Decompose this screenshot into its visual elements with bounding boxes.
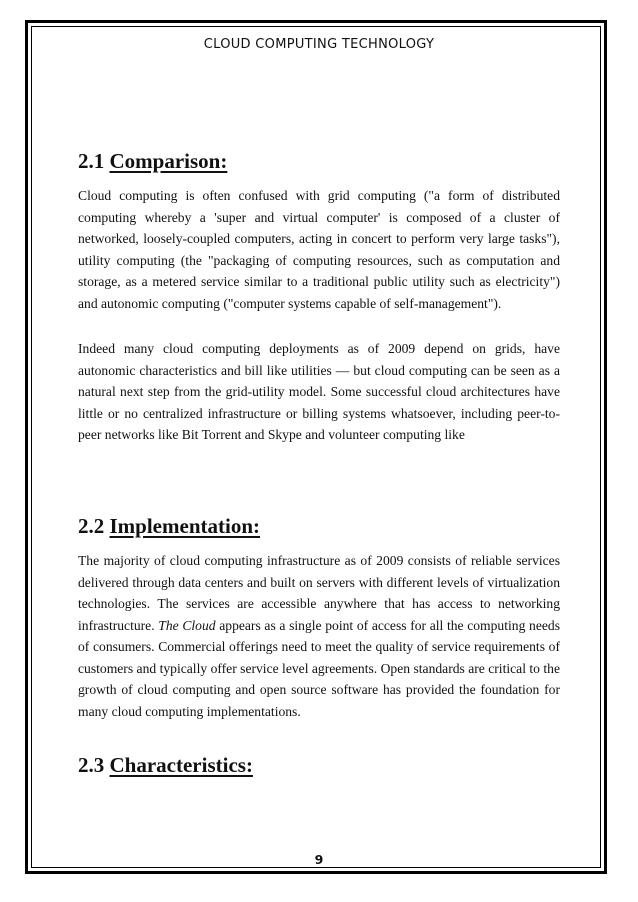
section-number: 2.3 bbox=[78, 753, 105, 777]
section-title: Comparison: bbox=[109, 149, 228, 173]
section-implementation bbox=[78, 513, 560, 539]
italic-term: The Cloud bbox=[158, 617, 216, 633]
section-heading bbox=[78, 752, 560, 778]
section-title: Characteristics: bbox=[109, 753, 253, 777]
comparison-paragraph-2-block bbox=[78, 338, 560, 446]
comparison-paragraph-2: Indeed many cloud computing deployments as of 2009 depend on grids, have autonomic characteristics and bill like utilities — but cloud computing can be seen as a natural next step from the grid-utility model. Some successful cloud architectures have little or no centralized infrastructure or billing systems whatsoever, including peer-to-peer networks like Bit Torrent and Skype and volunteer computing like bbox=[78, 341, 560, 442]
section-title: Implementation: bbox=[109, 514, 260, 538]
implementation-paragraph bbox=[78, 550, 560, 722]
implementation-text-end: appears as a single point of access for all the computing needs of consumers. Commercial offerings need to meet the quality of service requirements of customers and typically offer service level agreements. Open standards are critical to the growth of cloud computing and open source software has provided the foundation for many cloud computing implementations. bbox=[78, 617, 560, 719]
comparison-paragraph-1: Cloud computing is often confused with grid computing ("a form of distributed computing whereby a 'super and virtual computer' is composed of a cluster of networked, loosely-coupled computers, acting in concert to perform very large tasks"), utility computing (the "packaging of computing resources, such as computation and storage, as a metered service similar to a traditional public utility such as electricity") and autonomic computing ("computer systems capable of self-management"). bbox=[78, 188, 560, 311]
implementation-paragraph-block bbox=[78, 550, 560, 722]
section-number: 2.2 bbox=[78, 514, 105, 538]
page-number: 9 bbox=[314, 852, 324, 867]
section-number: 2.1 bbox=[78, 149, 105, 173]
running-header: CLOUD COMPUTING TECHNOLOGY bbox=[203, 37, 435, 52]
section-comparison bbox=[78, 148, 560, 174]
section-characteristics bbox=[78, 752, 560, 778]
comparison-paragraph-1-block bbox=[78, 185, 560, 314]
section-heading bbox=[78, 513, 560, 539]
section-heading bbox=[78, 148, 560, 174]
implementation-text-start: The majority of cloud computing infrastructure as of 2009 consists of reliable services delivered through data centers and built on servers with different levels of virtualization technologies. The services are accessible anywhere that has access to networking infrastructure. bbox=[78, 553, 560, 633]
